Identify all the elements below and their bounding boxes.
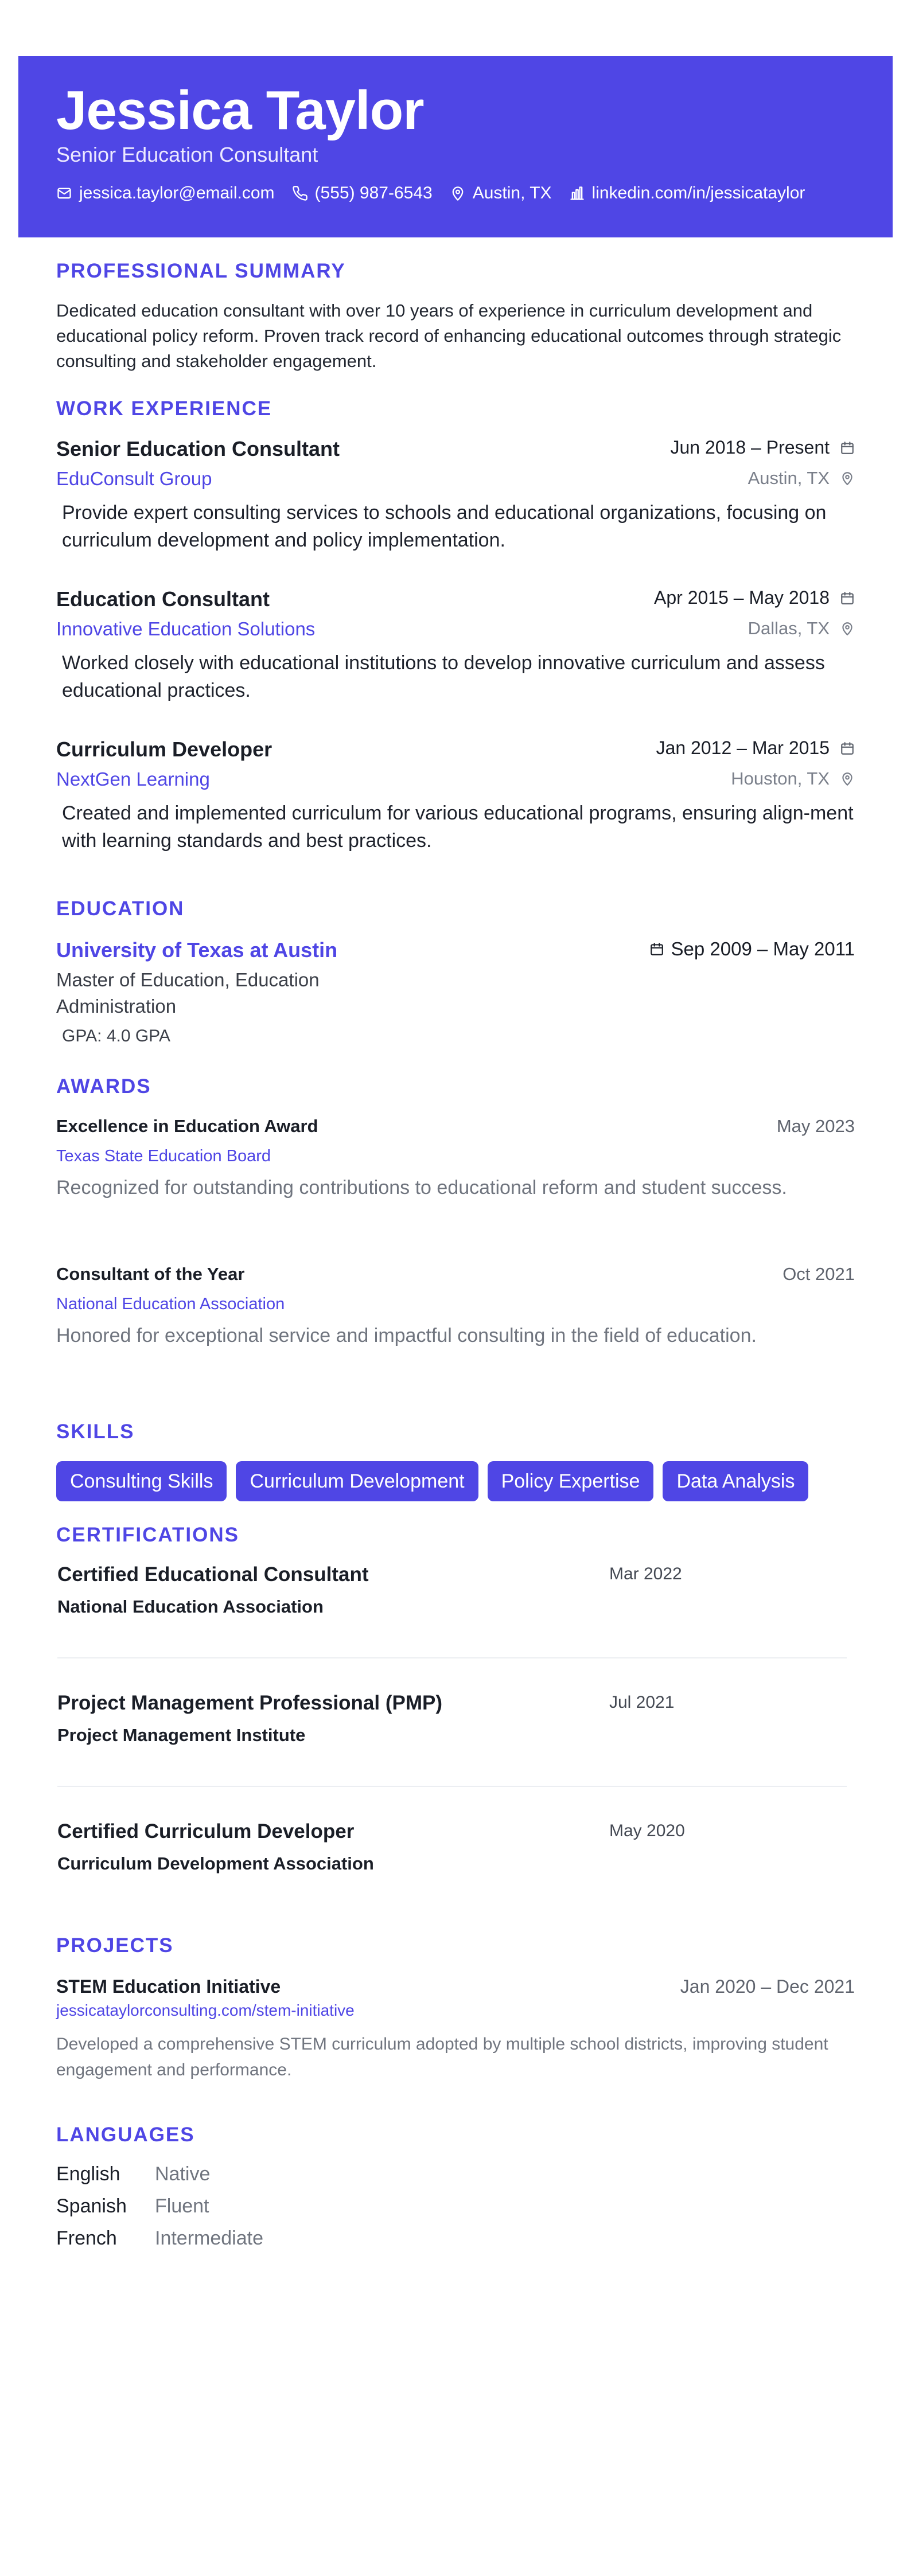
education-dates-text: Sep 2009 – May 2011 [671, 938, 855, 959]
award-issuer: Texas State Education Board [56, 1147, 271, 1165]
certification-name: Certified Educational Consultant [57, 1563, 369, 1586]
job-dates-text: Apr 2015 – May 2018 [654, 587, 830, 608]
job-description: Worked closely with educational institutions to develop innovative curriculum and assess educational practices. [62, 652, 825, 701]
project-dates: Jan 2020 – Dec 2021 [680, 1976, 855, 1997]
linkedin-icon [569, 185, 585, 201]
job-dates-text: Jan 2012 – Mar 2015 [656, 737, 830, 758]
job-location [748, 468, 855, 489]
project-title: STEM Education Initiative [56, 1976, 281, 1997]
awards-heading: AWARDS [56, 1075, 151, 1098]
divider [57, 1786, 847, 1787]
job-location-text: Austin, TX [748, 468, 830, 488]
job-location-text: Houston, TX [731, 768, 830, 789]
language-row [56, 2163, 210, 2185]
calendar-icon [840, 591, 855, 606]
certification-name: Certified Curriculum Developer [57, 1820, 355, 1843]
language-level: Native [155, 2163, 211, 2185]
summary-heading: PROFESSIONAL SUMMARY [56, 260, 346, 282]
map-pin-icon [840, 471, 855, 486]
map-pin-icon [450, 185, 466, 201]
certification-issuer: National Education Association [57, 1597, 324, 1617]
summary-text: Dedicated education consultant with over 10 years of experience in curriculum development and educational policy reform. Proven track record of enhancing educational outcomes through strategic consulting and stakeholder engagement. [56, 300, 842, 371]
contact-linkedin[interactable] [569, 184, 805, 203]
skills-heading: SKILLS [56, 1420, 135, 1443]
education-gpa [62, 1027, 170, 1046]
project-description: Developed a comprehensive STEM curriculum adopted by multiple school districts, improving student engagement and performance. [56, 2035, 828, 2079]
job-dates [654, 587, 855, 608]
skill-tag: Consulting Skills [56, 1461, 227, 1501]
education-school: University of Texas at Austin [56, 938, 338, 962]
award-title: Excellence in Education Award [56, 1116, 318, 1136]
projects-heading: PROJECTS [56, 1934, 174, 1957]
certification-issuer: Project Management Institute [57, 1725, 306, 1745]
calendar-icon [840, 440, 855, 455]
contact-location-text: Austin, TX [472, 184, 552, 202]
job-role: Senior Education Consultant [56, 437, 340, 460]
language-level: Intermediate [155, 2227, 263, 2249]
skills-list [56, 1461, 808, 1501]
job-dates [656, 737, 855, 759]
map-pin-icon [840, 621, 855, 636]
gpa-label: GPA: [62, 1027, 102, 1045]
certification-date: May 2020 [609, 1821, 685, 1840]
language-row [56, 2195, 209, 2218]
contact-email[interactable] [56, 184, 275, 203]
certifications-heading: CERTIFICATIONS [56, 1524, 240, 1546]
job-description: Created and implemented curriculum for various educational programs, ensuring align-ment with learning standards and best practices. [62, 802, 854, 852]
certification-name: Project Management Professional (PMP) [57, 1692, 442, 1714]
skill-tag: Curriculum Development [236, 1461, 478, 1501]
certification-issuer: Curriculum Development Association [57, 1853, 374, 1874]
education-dates [649, 938, 855, 960]
experience-heading: WORK EXPERIENCE [56, 397, 272, 420]
language-name: French [56, 2227, 117, 2249]
job-location-text: Dallas, TX [748, 618, 830, 638]
certification-date: Mar 2022 [609, 1564, 682, 1583]
award-title: Consultant of the Year [56, 1264, 245, 1284]
education-degree: Master of Education, Education Administration [56, 969, 320, 1017]
language-name: Spanish [56, 2195, 127, 2217]
award-date: May 2023 [776, 1116, 855, 1136]
mail-icon [56, 185, 72, 201]
project-link[interactable]: jessicataylorconsulting.com/stem-initiative [56, 2001, 355, 2019]
certification-date: Jul 2021 [609, 1693, 675, 1712]
language-level: Fluent [155, 2195, 209, 2217]
contact-bar [56, 184, 805, 203]
job-company: NextGen Learning [56, 768, 210, 790]
job-location [731, 768, 855, 789]
contact-email-text: jessica.taylor@email.com [79, 184, 275, 202]
award-description: Recognized for outstanding contributions to educational reform and student success. [56, 1177, 787, 1199]
job-role: Education Consultant [56, 587, 270, 611]
contact-location [450, 184, 552, 203]
award-issuer: National Education Association [56, 1295, 285, 1313]
skill-tag: Data Analysis [663, 1461, 808, 1501]
job-dates-text: Jun 2018 – Present [670, 437, 830, 458]
language-row [56, 2227, 263, 2250]
languages-heading: LANGUAGES [56, 2124, 195, 2146]
job-role: Curriculum Developer [56, 737, 272, 761]
contact-phone[interactable] [292, 184, 433, 203]
job-description: Provide expert consulting services to schools and educational organizations, focusing on curriculum development and policy implementation. [62, 502, 827, 551]
language-name: English [56, 2163, 120, 2185]
job-dates [670, 437, 855, 458]
job-company: EduConsult Group [56, 468, 212, 489]
gpa-value: 4.0 GPA [106, 1027, 170, 1045]
skill-tag: Policy Expertise [488, 1461, 654, 1501]
map-pin-icon [840, 771, 855, 786]
contact-phone-text: (555) 987-6543 [314, 184, 433, 202]
job-company: Innovative Education Solutions [56, 618, 316, 639]
award-date: Oct 2021 [782, 1264, 855, 1284]
divider [57, 1657, 847, 1658]
candidate-name: Jessica Taylor [56, 80, 424, 141]
resume-header [18, 56, 893, 237]
phone-icon [292, 185, 308, 201]
contact-linkedin-text: linkedin.com/in/jessicataylor [591, 184, 805, 202]
award-description: Honored for exceptional service and impactful consulting in the field of education. [56, 1325, 757, 1346]
candidate-title: Senior Education Consultant [56, 143, 318, 166]
calendar-icon [840, 741, 855, 756]
education-heading: EDUCATION [56, 897, 185, 920]
calendar-icon [649, 942, 664, 957]
job-location [748, 618, 855, 639]
